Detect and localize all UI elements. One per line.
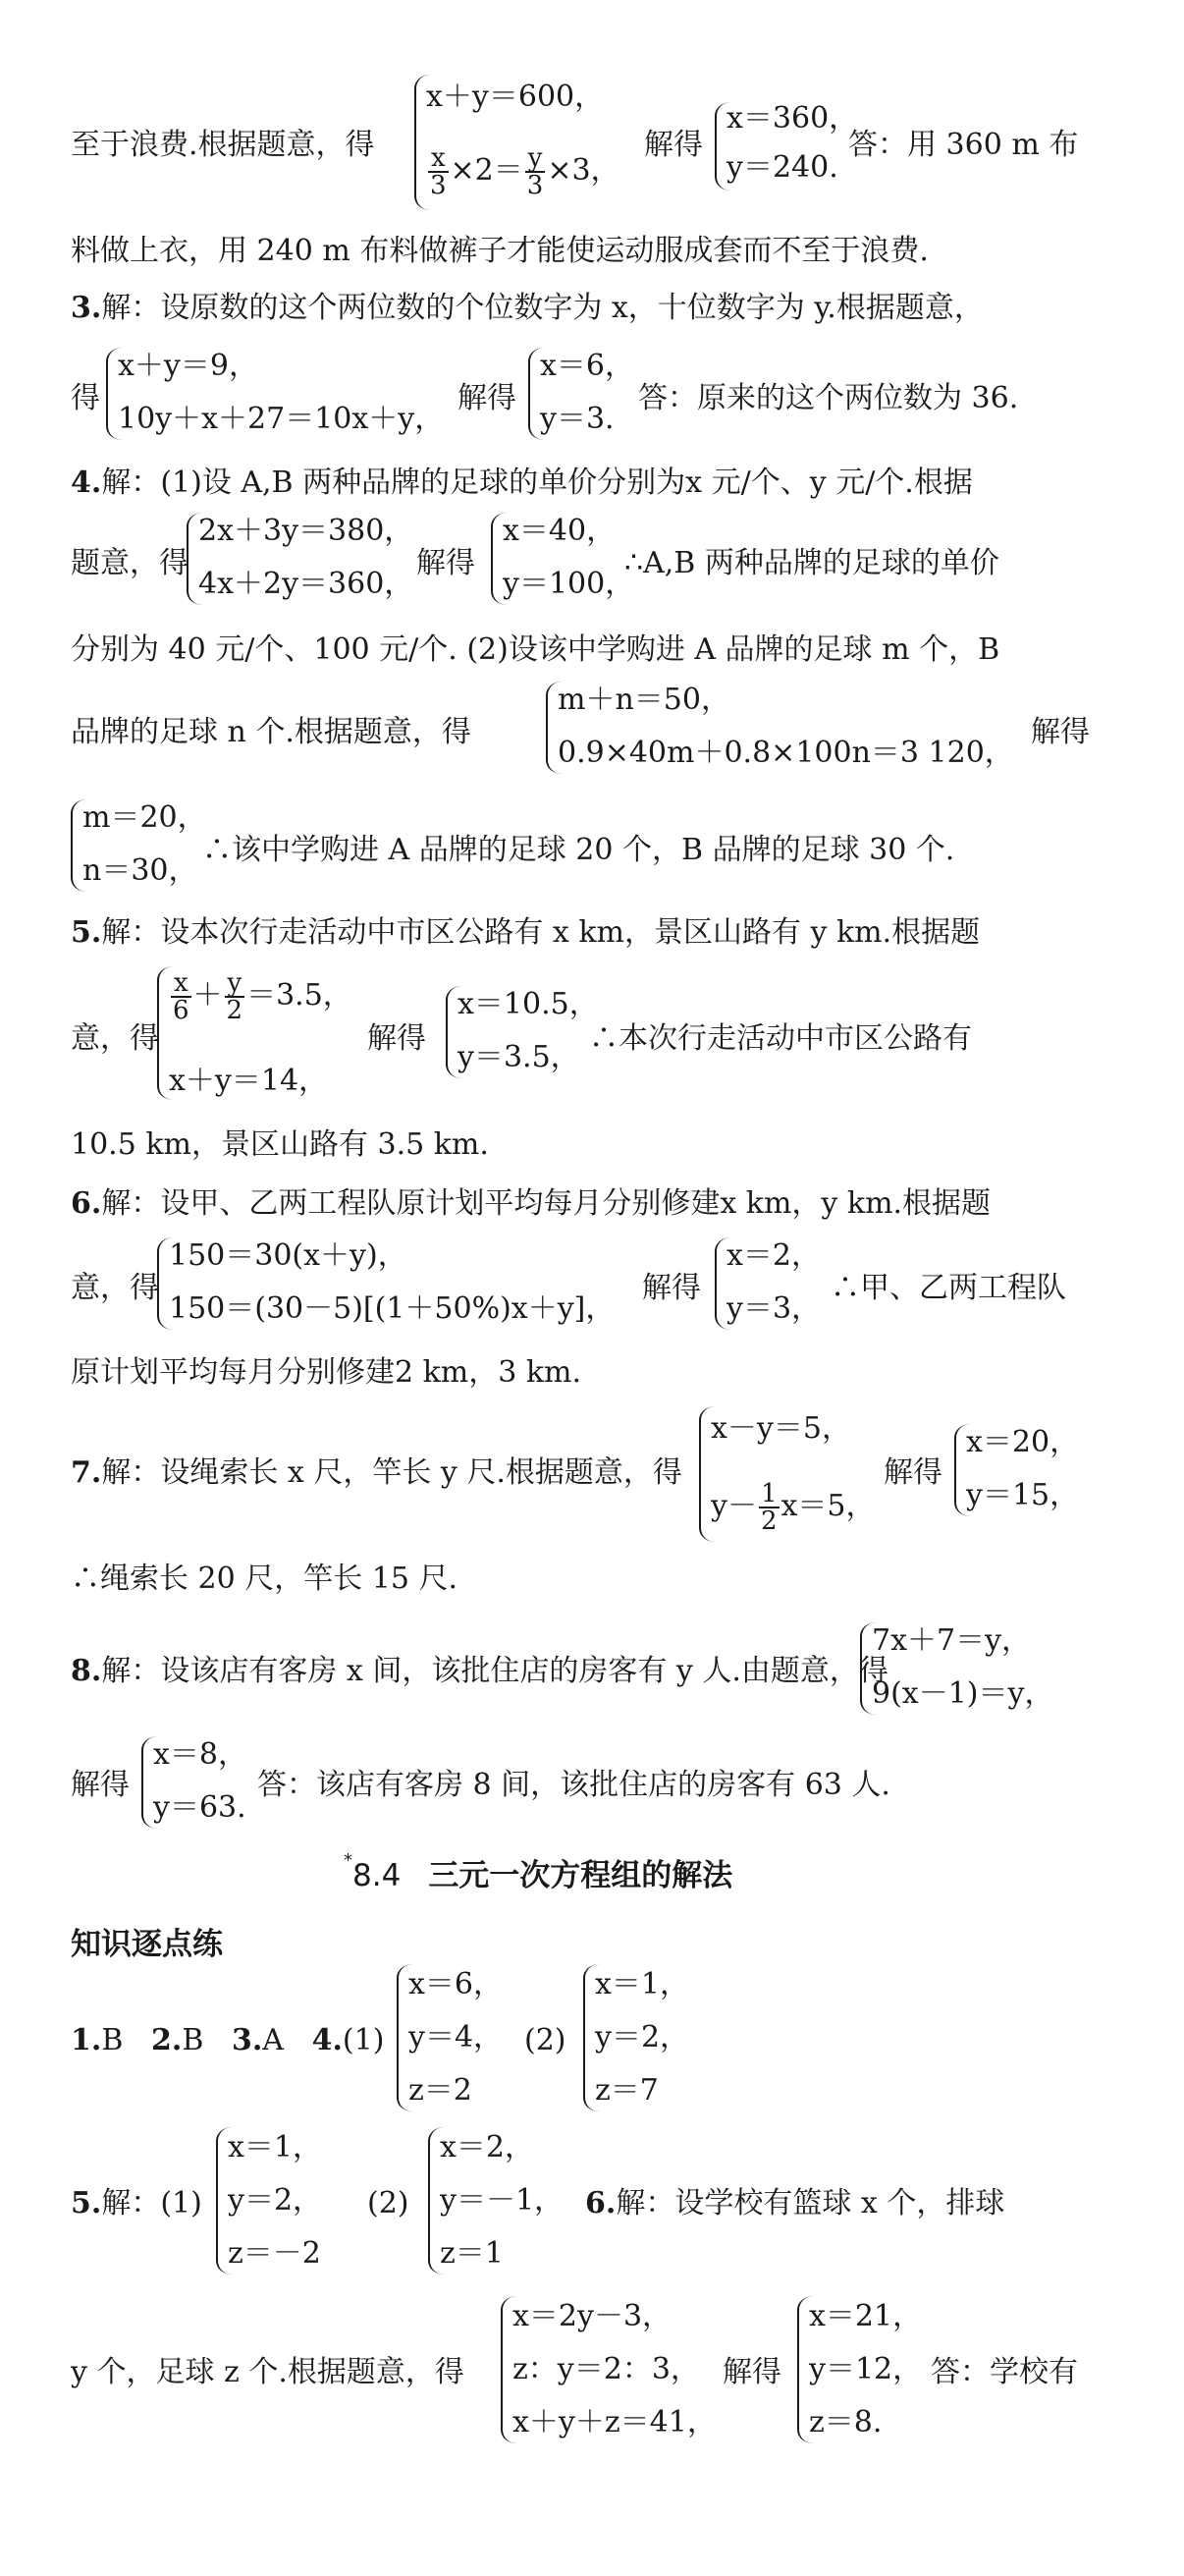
p6-text: 解：设甲、乙两工程队原计划平均每月分别修建x km，y km.根据题 bbox=[101, 1186, 992, 1221]
p8-s1: x＝8， bbox=[153, 1737, 248, 1772]
p7-solution bbox=[954, 1424, 1084, 1516]
q4-system-1 bbox=[397, 1964, 516, 2111]
q4-number: 4. bbox=[311, 2023, 343, 2057]
p1-answer: 答：用 360 m 布 bbox=[848, 128, 1079, 162]
p3-system bbox=[106, 348, 471, 440]
p5-eq1: $\frac{x}{6}$ ＋ $\frac{y}{2}$ ＝3.5， bbox=[173, 968, 352, 1025]
p8-solution bbox=[141, 1736, 261, 1829]
section-title: 三元一次方程组的解法 bbox=[428, 1858, 733, 1893]
p4-eq4: 0.9×40m＋0.8×100n＝3 120， bbox=[558, 736, 1014, 770]
q5-t1: x＝2， bbox=[440, 2130, 535, 2165]
p3-number: 3. bbox=[71, 291, 102, 325]
q5-s2: y＝2， bbox=[228, 2183, 323, 2218]
fraction: $\frac{y}{3}$ bbox=[526, 143, 544, 200]
p6-s2: y＝3， bbox=[727, 1291, 822, 1326]
p4-system2 bbox=[546, 682, 1014, 774]
p1-lead: 至于浪费.根据题意，得 bbox=[71, 128, 375, 162]
p5-line3: 10.5 km，景区山路有 3.5 km. bbox=[71, 1127, 489, 1162]
fraction: $\frac{x}{6}$ bbox=[173, 968, 189, 1025]
p6-number: 6. bbox=[71, 1186, 102, 1221]
p5-s1: x＝10.5， bbox=[457, 987, 599, 1021]
q6-line1 bbox=[585, 2186, 1004, 2221]
p3-s1: x＝6， bbox=[540, 349, 635, 383]
p3-s2: y＝3. bbox=[540, 402, 615, 436]
q4-part1: (1) bbox=[342, 2023, 385, 2057]
q5-t3: z＝1 bbox=[440, 2236, 504, 2271]
q1-4-line bbox=[71, 2023, 384, 2058]
q5-system-2 bbox=[428, 2127, 567, 2275]
section-number: 8.4 bbox=[352, 1858, 402, 1893]
p7-solve: 解得 bbox=[884, 1455, 942, 1490]
p8-eq2: 9(x－1)＝y， bbox=[872, 1676, 1054, 1711]
p4-eq2: 4x＋2y＝360， bbox=[198, 567, 414, 601]
q4-part2: (2) bbox=[524, 2023, 566, 2057]
p3-eq1: x＋y＝9， bbox=[118, 349, 258, 383]
p4-line3: 分别为 40 元/个、100 元/个. (2)设该中学购进 A 品牌的足球 m 个，B bbox=[71, 632, 1000, 667]
p4-solution bbox=[491, 513, 635, 605]
q5-system-1 bbox=[216, 2127, 346, 2275]
p8-number: 8. bbox=[71, 1654, 102, 1688]
p5-system bbox=[157, 966, 385, 1100]
p4-lead4: 品牌的足球 n 个.根据题意，得 bbox=[71, 715, 471, 749]
q5-text: 解：(1) bbox=[101, 2186, 202, 2220]
q6-solution bbox=[797, 2296, 927, 2443]
p7-eq1: x－y＝5， bbox=[711, 1411, 851, 1446]
p8-system bbox=[860, 1622, 1078, 1715]
p1-eq2: $\frac{x}{3}$ ×2＝ $\frac{y}{3}$ ×3， bbox=[430, 143, 620, 200]
q1-number: 1. bbox=[71, 2023, 102, 2057]
p4-tail2: ∴A,B 两种品牌的足球的单价 bbox=[624, 546, 999, 580]
p5-line1 bbox=[71, 915, 980, 951]
q5-number: 5. bbox=[71, 2186, 102, 2220]
p4-solve: 解得 bbox=[416, 546, 475, 580]
p8-eq1: 7x＋7＝y， bbox=[872, 1623, 1032, 1658]
q5-lead bbox=[71, 2186, 202, 2221]
q6-e2: z：y＝2：3， bbox=[512, 2352, 700, 2386]
p6-solve: 解得 bbox=[642, 1271, 701, 1305]
p1-s1: x＝360， bbox=[727, 101, 859, 136]
p4-s4: n＝30， bbox=[82, 853, 198, 888]
p8-text: 解：设该店有客房 x 间，该批住店的房客有 y 人.由题意，得 bbox=[101, 1654, 888, 1688]
q6-number: 6. bbox=[585, 2186, 617, 2220]
p6-eq2: 150＝(30－5)[(1＋50%)x＋y]， bbox=[169, 1291, 616, 1326]
q6-system bbox=[501, 2296, 738, 2443]
q6-solve: 解得 bbox=[723, 2355, 781, 2389]
p5-solution bbox=[446, 986, 605, 1078]
p4-eq1: 2x＋3y＝380， bbox=[198, 514, 414, 548]
q5-part2: (2) bbox=[367, 2186, 409, 2220]
p4-s1: x＝40， bbox=[503, 514, 617, 548]
p8-s2: y＝63. bbox=[153, 1790, 246, 1825]
p8-lead bbox=[71, 1654, 888, 1689]
p1-solution bbox=[715, 101, 859, 191]
p3-line1 bbox=[71, 291, 984, 326]
p6-line3: 原计划平均每月分别修建2 km，3 km. bbox=[71, 1355, 582, 1390]
p4-s3: m＝20， bbox=[82, 800, 207, 835]
p3-answer: 答：原来的这个两位数为 36. bbox=[638, 381, 1019, 415]
p7-line2: ∴绳索长 20 尺，竿长 15 尺. bbox=[71, 1562, 458, 1596]
p7-system bbox=[699, 1406, 907, 1542]
p7-s1: x＝20， bbox=[966, 1425, 1080, 1459]
p3-de: 得 bbox=[71, 381, 100, 415]
q5-s3: z＝－2 bbox=[228, 2236, 321, 2271]
q5-s1: x＝1， bbox=[228, 2130, 323, 2165]
q6-lead: y 个，足球 z 个.根据题意，得 bbox=[71, 2355, 464, 2389]
p4-text: 解：(1)设 A,B 两种品牌的足球的单价分别为x 元/个、y 元/个.根据 bbox=[101, 466, 973, 500]
p7-lead bbox=[71, 1455, 682, 1491]
fraction: $\frac{y}{2}$ bbox=[226, 968, 243, 1025]
q6-s1: x＝21， bbox=[809, 2299, 923, 2333]
q6-s2: y＝12， bbox=[809, 2352, 923, 2386]
q4-t2: y＝2， bbox=[595, 2020, 690, 2055]
p4-lead2: 题意，得 bbox=[71, 546, 188, 580]
fraction: $\frac{1}{2}$ bbox=[760, 1479, 778, 1536]
p5-text: 解：设本次行走活动中市区公路有 x km，景区山路有 y km.根据题 bbox=[101, 915, 981, 950]
q3-number: 3. bbox=[231, 2023, 263, 2057]
subsection-heading: 知识逐点练 bbox=[71, 1927, 223, 1962]
q4-system-2 bbox=[583, 1964, 703, 2111]
p6-solution bbox=[715, 1237, 834, 1330]
p4-system bbox=[187, 513, 414, 605]
p6-eq1: 150＝30(x＋y)， bbox=[169, 1238, 407, 1273]
p7-eq2: y－ $\frac{1}{2}$ x＝5， bbox=[711, 1479, 876, 1536]
p5-s2: y＝3.5， bbox=[457, 1040, 580, 1074]
q6-e3: x＋y＋z＝41， bbox=[512, 2405, 717, 2439]
p1-solve: 解得 bbox=[644, 128, 703, 162]
p7-s2: y＝15， bbox=[966, 1478, 1080, 1512]
q4-s3: z＝2 bbox=[408, 2073, 472, 2108]
p4-solution2 bbox=[71, 799, 207, 892]
p5-lead: 意，得 bbox=[71, 1021, 159, 1056]
section-heading bbox=[344, 1850, 732, 1894]
p3-text: 解：设原数的这个两位数的个位数字为 x，十位数字为 y.根据题意， bbox=[101, 291, 984, 325]
p5-tail: ∴本次行走活动中市区公路有 bbox=[589, 1021, 972, 1056]
q6-answer: 答：学校有 bbox=[931, 2355, 1078, 2389]
p3-solve: 解得 bbox=[457, 381, 516, 415]
p7-number: 7. bbox=[71, 1455, 102, 1490]
q4-t3: z＝7 bbox=[595, 2073, 659, 2108]
p7-text: 解：设绳索长 x 尺，竿长 y 尺.根据题意，得 bbox=[101, 1455, 682, 1490]
p8-solve: 解得 bbox=[71, 1768, 130, 1802]
q2-answer: B bbox=[182, 2023, 204, 2057]
p4-line1 bbox=[71, 466, 973, 501]
fraction: $\frac{x}{3}$ bbox=[430, 143, 447, 200]
p6-lead: 意，得 bbox=[71, 1271, 159, 1305]
q1-answer: B bbox=[101, 2023, 124, 2057]
p3-eq2: 10y＋x＋27＝10x＋y， bbox=[118, 402, 445, 436]
p4-s2: y＝100， bbox=[503, 567, 635, 601]
q4-t1: x＝1， bbox=[595, 1967, 690, 2001]
q3-answer: A bbox=[262, 2023, 284, 2057]
p4-eq3: m＋n＝50， bbox=[558, 683, 730, 717]
p1-system bbox=[414, 75, 652, 210]
p5-solve: 解得 bbox=[367, 1021, 426, 1056]
p6-s1: x＝2， bbox=[727, 1238, 822, 1273]
p5-number: 5. bbox=[71, 915, 102, 950]
q6-s3: z＝8. bbox=[809, 2405, 883, 2439]
q6-e1: x＝2y－3， bbox=[512, 2299, 673, 2333]
section-star: * bbox=[344, 1850, 352, 1871]
q4-s1: x＝6， bbox=[408, 1967, 504, 2001]
q2-number: 2. bbox=[150, 2023, 183, 2057]
p5-eq2: x＋y＝14， bbox=[169, 1064, 329, 1098]
p4-number: 4. bbox=[71, 466, 102, 500]
p4-tail5: ∴该中学购进 A 品牌的足球 20 个，B 品牌的足球 30 个. bbox=[202, 833, 955, 867]
p1-line2: 料做上衣，用 240 m 布料做裤子才能使运动服成套而不至于浪费. bbox=[71, 234, 929, 268]
p1-eq1: x＋y＝600， bbox=[426, 80, 605, 114]
q6-text: 解：设学校有篮球 x 个，排球 bbox=[616, 2186, 1005, 2220]
p3-solution bbox=[528, 348, 648, 440]
q5-t2: y＝－1， bbox=[440, 2183, 565, 2218]
q4-s2: y＝4， bbox=[408, 2020, 504, 2055]
p1-s2: y＝240. bbox=[727, 150, 838, 185]
p6-system bbox=[157, 1237, 650, 1330]
p6-line1 bbox=[71, 1186, 991, 1222]
p6-tail: ∴甲、乙两工程队 bbox=[831, 1271, 1066, 1305]
p4-solve2: 解得 bbox=[1031, 715, 1090, 749]
p8-answer: 答：该店有客房 8 间，该批住店的房客有 63 人. bbox=[257, 1768, 890, 1802]
